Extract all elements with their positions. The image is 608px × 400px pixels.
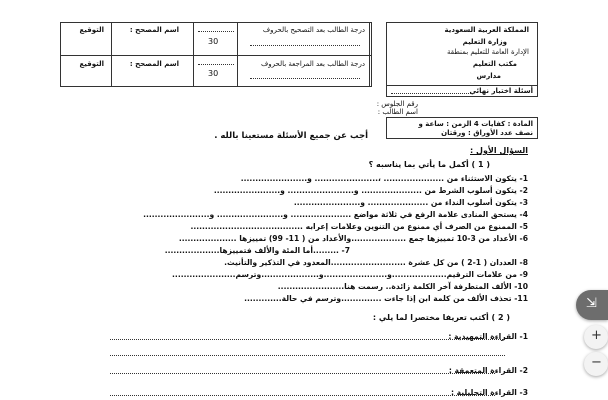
education-office: مكتب التعليم xyxy=(472,60,517,68)
exam-title: أسئلة اختبار نهائي xyxy=(469,87,533,95)
review-grade-label: درجة الطالب بعد المراجعة بالحروف xyxy=(260,60,365,68)
definition-3-answer-line[interactable] xyxy=(110,395,495,396)
zoom-in-icon: + xyxy=(591,328,602,343)
grade-row-review xyxy=(60,55,370,87)
exam-meta-line-2: نصف عدد الأوراق : ورقتان xyxy=(441,129,533,137)
correction-grade-cell xyxy=(237,22,372,56)
country-name: المملكة العربية السعودية xyxy=(444,26,529,34)
question-1-part-2-prompt: ( 2 ) أكتب تعريفا مختصرا لما يلي : xyxy=(372,313,510,322)
fill-item-4: 4- يستحق المنادى علامة الرفع في ثلاثة مواضع ..................... و....................... و....................... xyxy=(143,210,528,219)
expand-icon: ⇲ xyxy=(586,296,597,311)
correction-signature-cell xyxy=(60,22,112,56)
fill-item-3: 3- يتكون أسلوب النداء من ..................... و....................... xyxy=(293,198,528,207)
corrector-name-label: اسم المصحح : xyxy=(129,26,179,34)
definition-2-answer-line[interactable] xyxy=(110,373,495,374)
fill-item-11: 11- تحذف الألف من كلمة ابن إذا جاءت ..............وترسم في حالة............. xyxy=(244,294,528,303)
general-instructions: أجب عن جميع الأسئلة مستعينا بالله . xyxy=(214,131,368,141)
seat-number-label: رقم الجلوس : xyxy=(376,100,418,108)
expand-panel-tab[interactable] xyxy=(576,290,608,320)
student-name-label: اسم الطالب : xyxy=(377,108,418,116)
fill-item-6: 6- الأعداد من 3-10 تمييزها جمع ...................والأعداد من ( 11- 99) تمييزها .................... xyxy=(178,234,528,243)
fill-item-9: 9- من علامات الترقيم...................و......................و....................وترسم...................... xyxy=(172,270,528,279)
fill-item-2: 2- يتكون أسلوب الشرط من ..................... و....................... و....................... xyxy=(213,186,528,195)
correction-score-blank[interactable] xyxy=(198,31,234,32)
exam-meta-line-1: المادة : كفايات 4 الزمن : ساعة و xyxy=(418,120,533,128)
review-max-score: 30 xyxy=(208,69,219,78)
review-signature-label: التوقيع xyxy=(79,60,104,68)
question-1-title: السؤال الأول : xyxy=(470,146,528,155)
grade-row-correction xyxy=(60,22,370,56)
exam-title-blank[interactable] xyxy=(391,93,471,94)
education-department: الإدارة العامة للتعليم بمنطقة xyxy=(447,48,529,56)
zoom-out-icon: − xyxy=(591,355,602,370)
schools: مدارس xyxy=(476,72,501,80)
fill-item-1: 1- يتكون الاستثناء من ..................... ،...................... و....................... xyxy=(240,174,528,183)
ministry-name: وزارة التعليم xyxy=(462,38,507,46)
review-signature-cell xyxy=(60,55,112,87)
review-score-blank[interactable] xyxy=(198,64,234,65)
fill-item-10: 10- الألف المتطرفة آخر الكلمة زائدة.. رسمت هنا....................... xyxy=(277,282,528,291)
school-info-box xyxy=(386,22,538,86)
reviewer-name-label: اسم المصحح : xyxy=(129,60,179,68)
fill-item-5: 5- الممنوع من الصرف أي ممنوع من التنوين وعلامات إعرابه ....................................... xyxy=(190,222,528,231)
fill-item-7: 7- .........أما المئة والألف فتمييزها................... xyxy=(164,246,350,255)
zoom-out-button[interactable] xyxy=(584,352,608,376)
zoom-in-button[interactable] xyxy=(584,325,608,349)
definition-1-answer-line-2[interactable] xyxy=(110,355,505,356)
definition-3-label: 3- القراءة التحليلية : xyxy=(450,388,528,397)
question-1-part-1-prompt: ( 1 ) أكمل ما يأتي بما يناسبه ؟ xyxy=(368,160,490,169)
definition-2-label: 2- القراءة المتعمقة : xyxy=(448,366,528,375)
review-max-cell xyxy=(193,55,238,87)
correction-grade-label: درجة الطالب بعد التصحيح بالحروف xyxy=(262,26,365,34)
review-grade-blank[interactable] xyxy=(250,78,360,79)
definition-1-answer-line[interactable] xyxy=(110,339,505,340)
correction-max-score: 30 xyxy=(208,37,219,46)
fill-item-8: 8- العددان ( 1-2 ) من كل عشرة ..........................المعدود في التذكير والتأنيث. xyxy=(224,258,528,267)
correction-signature-label: التوقيع xyxy=(79,26,104,34)
definition-1-label: 1- القراءة التمهيدية : xyxy=(448,332,528,341)
review-grade-cell xyxy=(237,55,372,87)
correction-grade-blank[interactable] xyxy=(250,45,360,46)
correction-max-cell xyxy=(193,22,238,56)
exam-title-box xyxy=(386,85,538,97)
exam-meta-box xyxy=(386,117,538,139)
